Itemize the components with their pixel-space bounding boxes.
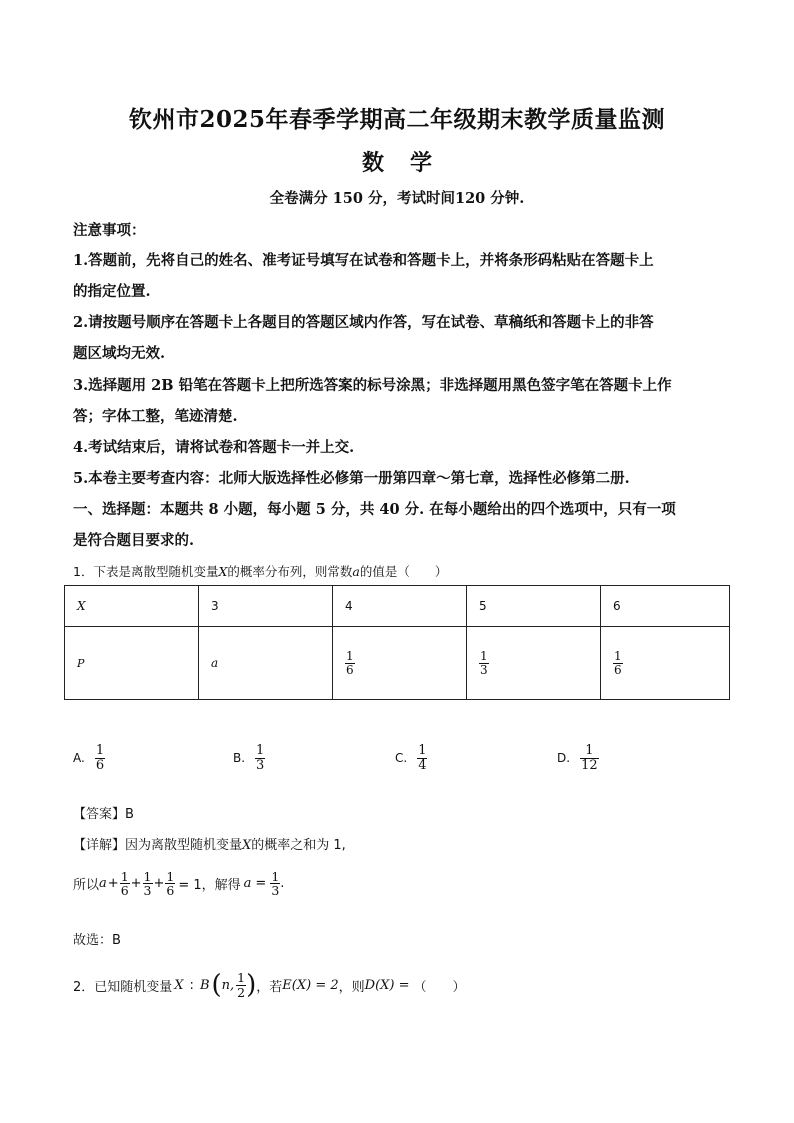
working-equation: 所以 a + $\frac{1}{6}$ + $\frac{1}{3}$ + $\frac{1}{6}$ = 1，解得 a = $\frac{1}{3}$ .	[73, 869, 285, 899]
q1-stem-text-b: 的概率分布列，则常数	[227, 564, 353, 579]
q1-var-x: X	[218, 564, 228, 579]
table-cell: 3	[199, 586, 333, 627]
notice-line-5: 3.选择题用 2B 铅笔在答题卡上把所选答案的标号涂黑；非选择题用黑色签字笔在答题卡上作	[73, 377, 672, 394]
q1-stem-text-c: 的值是（ ）	[359, 564, 448, 579]
table-cell-fraction: $\frac{1}{6}$	[333, 627, 467, 700]
question-2-stem: 2．已知随机变量 X : B ( n, $\frac{1}{2}$ ) ，若 E(X) = 2 ，则 D(X) = （ ）	[73, 970, 466, 1000]
table-row-values	[65, 586, 730, 627]
q1-stem-text-a: 1．下表是离散型随机变量	[73, 564, 219, 579]
choose-line: 故选：B	[73, 933, 121, 948]
notice-heading: 注意事项：	[73, 222, 146, 239]
table-cell: 5	[467, 586, 601, 627]
notice-line-3: 2.请按题号顺序在答题卡上各题目的答题区域内作答，写在试卷、草稿纸和答题卡上的非答	[73, 314, 654, 331]
option-a: A. $\frac{1}{6}$	[73, 743, 105, 773]
notice-line-7: 4.考试结束后，请将试卷和答题卡一并上交.	[73, 439, 355, 456]
probability-distribution-table	[64, 585, 730, 700]
table-cell-a: a	[199, 627, 333, 700]
table-cell-x-label: X	[65, 586, 199, 627]
score-time-line: 全卷满分 150 分，考试时间120 分钟.	[269, 190, 525, 207]
table-cell-p-label: P	[65, 627, 199, 700]
notice-line-6: 答；字体工整，笔迹清楚.	[73, 408, 238, 425]
table-cell: 6	[601, 586, 730, 627]
section-heading-line-1: 一、选择题：本题共 8 小题，每小题 5 分，共 40 分. 在每小题给出的四个选项中，只有一项	[73, 501, 676, 518]
table-cell-fraction: $\frac{1}{3}$	[467, 627, 601, 700]
answer-line: 【答案】B	[73, 807, 134, 822]
section-heading-line-2: 是符合题目要求的.	[73, 532, 195, 549]
notice-line-2: 的指定位置.	[73, 283, 151, 300]
question-1-stem	[73, 562, 447, 580]
notice-line-4: 题区域均无效.	[73, 345, 166, 362]
option-d: D. $\frac{1}{12}$	[557, 743, 598, 773]
table-cell: 4	[333, 586, 467, 627]
subject-heading: 数学	[361, 150, 458, 176]
notice-line-1: 1.答题前，先将自己的姓名、准考证号填写在试卷和答题卡上，并将条形码粘贴在答题卡上	[73, 252, 654, 269]
table-cell-fraction: $\frac{1}{6}$	[601, 627, 730, 700]
option-c: C. $\frac{1}{4}$	[395, 743, 427, 773]
detail-line: 【详解】因为离散型随机变量X的概率之和为 1,	[73, 838, 346, 853]
option-b: B. $\frac{1}{3}$	[233, 743, 265, 773]
paper-title: 钦州市2025年春季学期高二年级期末教学质量监测	[128, 106, 665, 133]
notice-line-8: 5.本卷主要考查内容：北师大版选择性必修第一册第四章～第七章，选择性必修第二册.	[73, 470, 630, 487]
q1-var-a: a	[352, 564, 360, 579]
table-row-probabilities	[65, 627, 730, 700]
